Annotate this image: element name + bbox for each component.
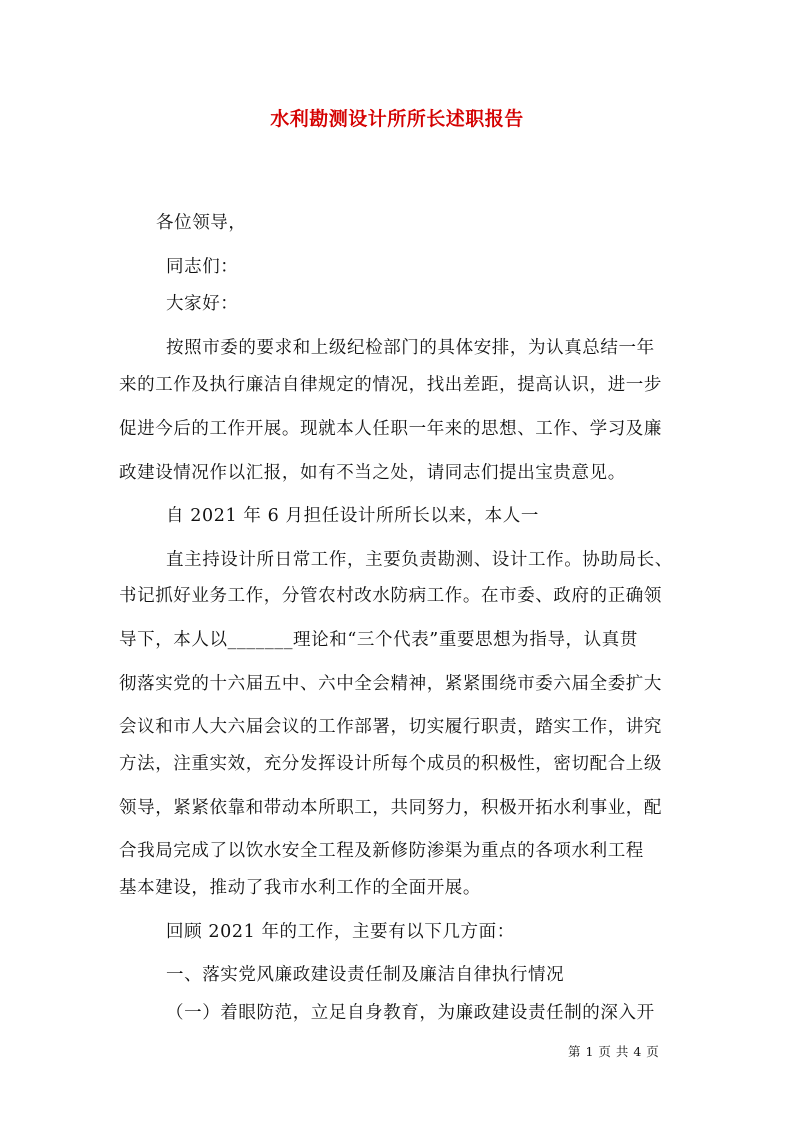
paragraph-line: 直主持设计所日常工作，主要负责勘测、设计工作。协助局长、 <box>166 550 673 570</box>
document-title: 水利勘测设计所所长述职报告 <box>270 108 524 130</box>
paragraph-line: 来的工作及执行廉洁自律规定的情况，找出差距，提高认识，进一步 <box>119 375 662 395</box>
paragraph-line: 导下，本人以_______理论和“三个代表”重要思想为指导，认真贯 <box>119 630 638 650</box>
paragraph-line: 按照市委的要求和上级纪检部门的具体安排，为认真总结一年 <box>166 338 655 358</box>
salutation-leaders: 各位领导， <box>156 213 247 233</box>
paragraph-line: 基本建设，推动了我市水利工作的全面开展。 <box>119 878 481 898</box>
paragraph-line: 会议和市人大六届会议的工作部署，切实履行职责，踏实工作，讲究 <box>119 717 662 737</box>
paragraph-line: 政建设情况作以汇报，如有不当之处，请同志们提出宝贵意见。 <box>119 463 626 483</box>
subsection-heading: （一）着眼防范，立足自身教育，为廉政建设责任制的深入开 <box>166 1003 655 1023</box>
page-number: 第 1 页 共 4 页 <box>568 1044 660 1059</box>
paragraph-line: 合我局完成了以饮水安全工程及新修防渗渠为重点的各项水利工程 <box>119 841 644 861</box>
paragraph-line: 促进今后的工作开展。现就本人任职一年来的思想、工作、学习及廉 <box>119 419 662 439</box>
paragraph-line: 方法，注重实效，充分发挥设计所每个成员的积极性，密切配合上级 <box>119 754 662 774</box>
paragraph-line: 书记抓好业务工作，分管农村改水防病工作。在市委、政府的正确领 <box>119 586 662 606</box>
paragraph-line: 彻落实党的十六届五中、六中全会精神，紧紧围绕市委六届全委扩大 <box>119 674 662 694</box>
salutation-greeting: 大家好： <box>166 294 239 314</box>
paragraph-line: 自 2021 年 6 月担任设计所所长以来，本人一 <box>166 506 539 526</box>
paragraph-line: 回顾 2021 年的工作，主要有以下几方面： <box>166 922 515 942</box>
section-heading: 一、落实党风廉政建设责任制及廉洁自律执行情况 <box>166 965 565 985</box>
paragraph-line: 领导，紧紧依靠和带动本所职工，共同努力，积极开拓水利事业，配 <box>119 798 662 818</box>
salutation-comrades: 同志们： <box>166 257 239 277</box>
